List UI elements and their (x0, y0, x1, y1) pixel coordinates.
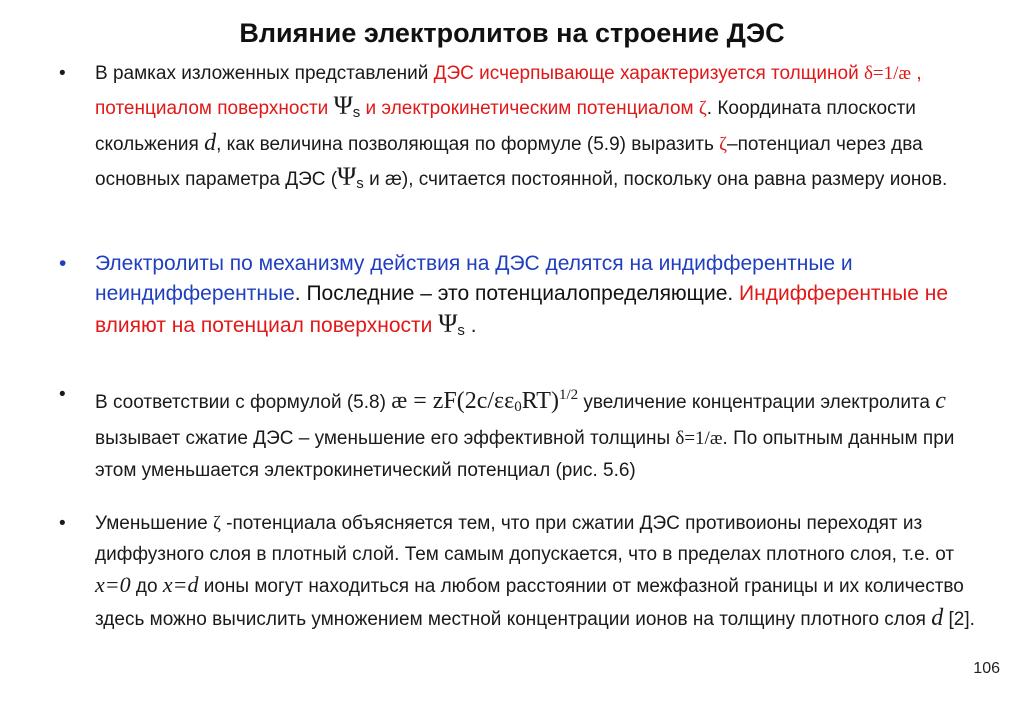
b4-text-2: -потенциала объясняется тем, что при сжатии ДЭС противоионы переходят из диффузного слоя в плотный слой. Тем самым допускается, что в пределах плотного слоя, т.е. от (95, 513, 955, 565)
b2-text-2: . Последние – это потенциалопределяющие. (294, 282, 740, 305)
b1-text-9: , считается постоянной, поскольку она равна размеру ионов. (408, 168, 948, 190)
b1-psi-sub-2: s (356, 174, 364, 192)
b3-formula-sup: 1/2 (558, 387, 579, 403)
bullet-marker: • (59, 63, 66, 84)
page-number: 106 (973, 660, 1000, 677)
b1-psi: Ψ (333, 90, 353, 120)
bullet-item-2 (59, 249, 975, 346)
bullet-marker: • (59, 513, 66, 534)
b2-text-3: Индифферентные не влияют на потенциал поверхности (95, 282, 949, 337)
b3-formula (391, 388, 578, 414)
b2-text-1: Электролиты по механизму действия на ДЭС делятся на индифферентные и неиндифферентные (95, 252, 853, 305)
b3-formula-main: æ = zF(2c/εε (391, 388, 515, 414)
b1-d: d (204, 130, 217, 156)
b1-text-7: –потенциал через два основных параметра ДЭС ( (95, 134, 923, 190)
bullet-item-1 (59, 58, 975, 199)
bullet-marker: • (59, 384, 66, 405)
b1-text-6: , как величина позволяющая по формуле (5.9) выразить (216, 134, 720, 155)
b4-zeta: ζ (213, 513, 221, 534)
b1-psi-sub: s (352, 103, 361, 121)
b1-psi-2: Ψ (337, 161, 357, 191)
b2-text-4: . (464, 314, 477, 337)
b1-text-8: и æ) (363, 168, 409, 190)
slide-title: Влияние электролитов на строение ДЭС (239, 18, 785, 48)
b1-text-5: . Координата плоскости скольжения (95, 97, 916, 155)
b4-d: d (931, 604, 944, 631)
b1-text-1: В рамках изложенных представлений (95, 63, 434, 84)
bullet-item-4 (59, 509, 975, 635)
b4-xd: x=d (162, 572, 199, 597)
bullet-item-3 (59, 379, 975, 487)
b3-c: c (935, 388, 946, 414)
bullet-marker: • (59, 252, 67, 275)
b3-delta-eq: δ=1/æ (675, 428, 723, 449)
b3-text-4: . По опытным данным при этом уменьшается электрокинетический потенциал (рис. 5.6) (95, 428, 955, 481)
b4-text-4: ионы могут находиться на любом расстоянии от межфазной границы и их количество здесь можно вычислить умножением местной концентрации ионов на толщину плотного слоя (95, 576, 964, 630)
b1-text-2: ДЭС исчерпывающе характеризуется толщиной (433, 63, 864, 84)
b4-text-3: до (130, 576, 163, 597)
b2-psi-sub: s (457, 322, 465, 339)
b4-x0: x=0 (95, 572, 131, 597)
b4-text-5: [2]. (943, 608, 975, 630)
b3-text-3: вызывает сжатие ДЭС – уменьшение его эффективной толщины (95, 428, 676, 449)
b1-delta-eq: δ=1/æ (863, 63, 912, 84)
b3-formula-sub: 0 (514, 399, 522, 415)
b2-psi: Ψ (438, 309, 458, 338)
b1-zeta-2: ζ (719, 134, 727, 155)
b1-zeta: ζ (698, 97, 707, 119)
b3-formula-end: RT) (521, 388, 559, 414)
b4-text-1: Уменьшение (95, 513, 213, 534)
b1-text-3: , потенциалом поверхности (95, 63, 922, 119)
b3-text-2: увеличение концентрации электролита (578, 392, 936, 413)
b1-text-4: и электрокинетическим потенциалом (360, 97, 699, 119)
b3-text-1: В соответствии с формулой (5.8) (95, 392, 392, 413)
